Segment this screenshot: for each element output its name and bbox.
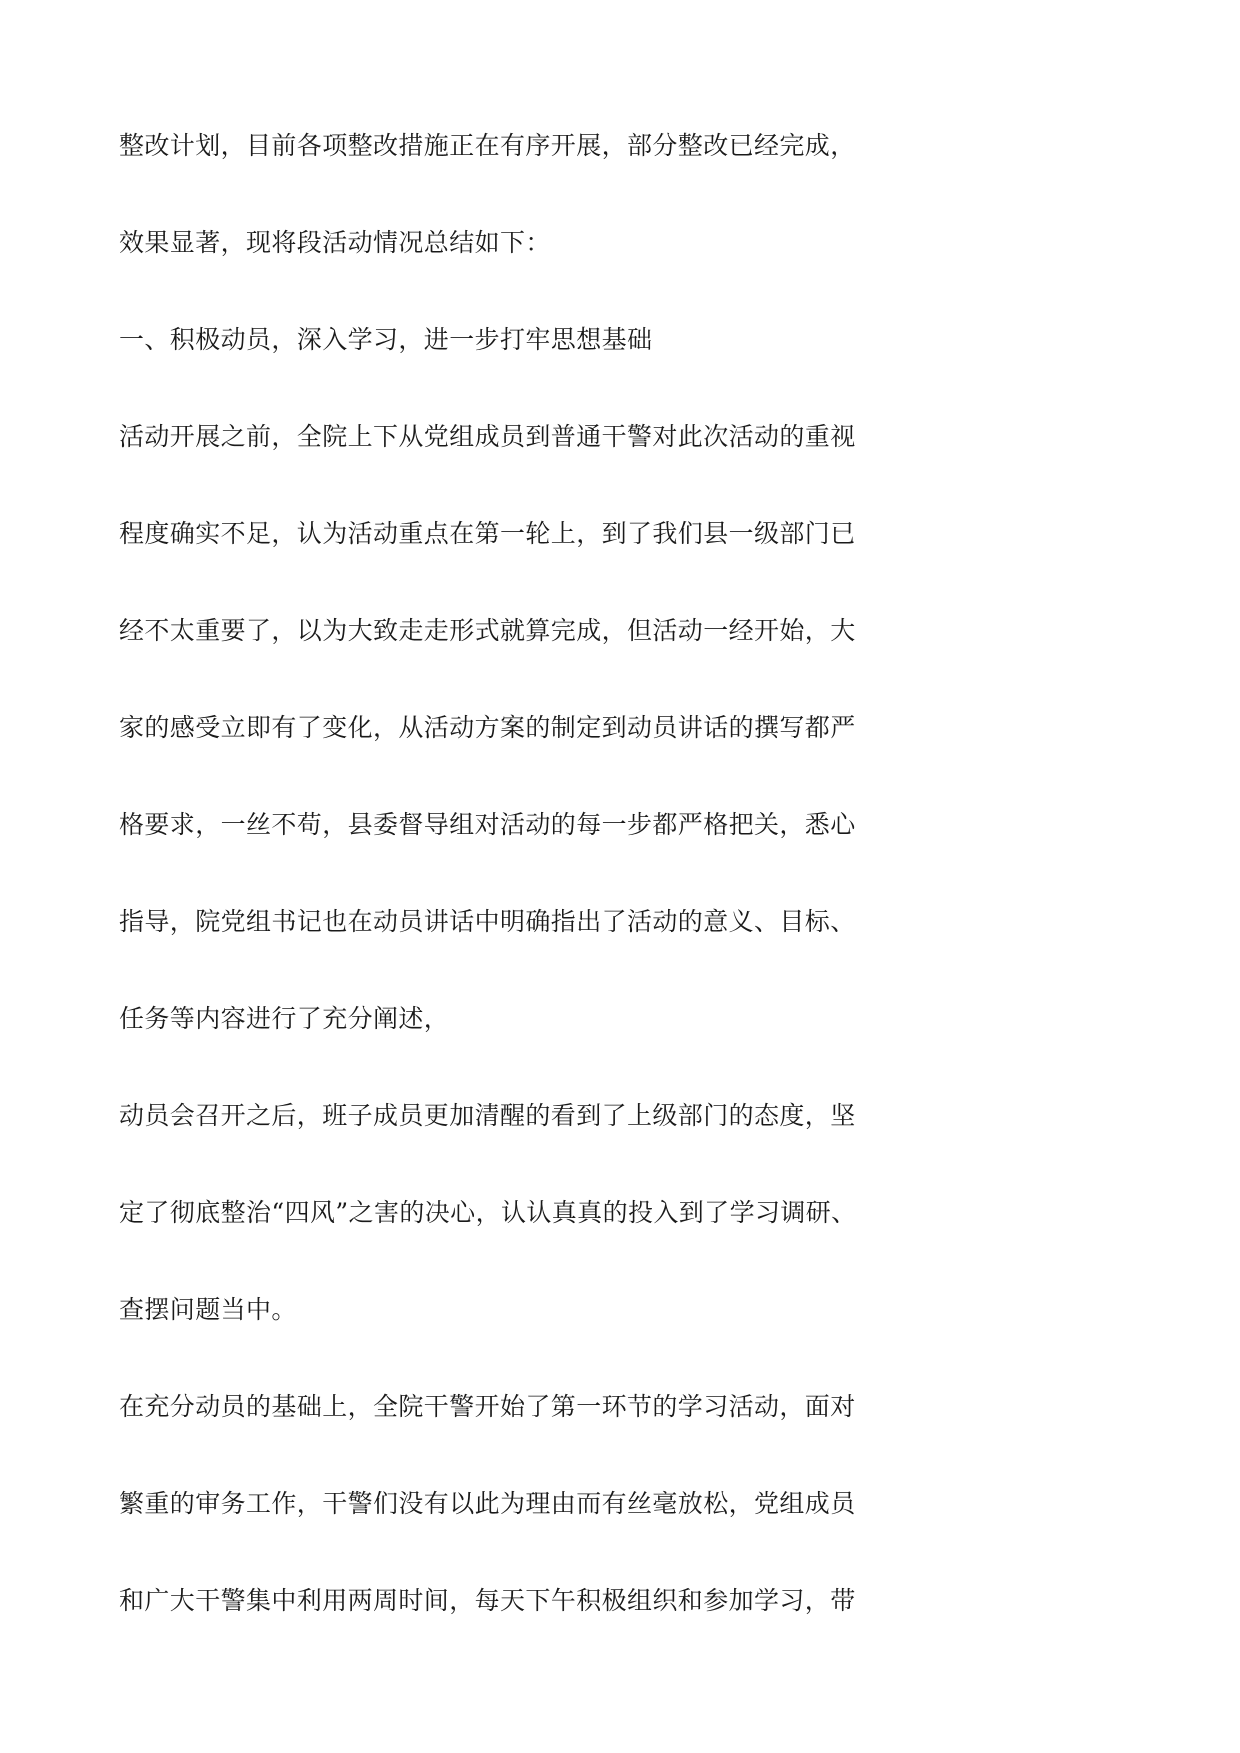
text-line: 繁重的审务工作，干警们没有以此为理由而有丝毫放松，党组成员 bbox=[119, 1489, 856, 1518]
section-heading: 一、积极动员，深入学习，进一步打牢思想基础 bbox=[119, 325, 653, 354]
text-line: 任务等内容进行了充分阐述， bbox=[119, 1004, 450, 1033]
text-line: 整改计划，目前各项整改措施正在有序开展，部分整改已经完成， bbox=[119, 131, 856, 160]
text-line: 和广大干警集中利用两周时间，每天下午积极组织和参加学习，带 bbox=[119, 1586, 856, 1615]
text-line: 查摆问题当中。 bbox=[119, 1295, 297, 1324]
text-line: 效果显著，现将段活动情况总结如下： bbox=[119, 228, 551, 257]
text-line: 动员会召开之后，班子成员更加清醒的看到了上级部门的态度，坚 bbox=[119, 1101, 856, 1130]
text-line: 家的感受立即有了变化，从活动方案的制定到动员讲话的撰写都严 bbox=[119, 713, 856, 742]
text-line: 格要求，一丝不苟，县委督导组对活动的每一步都严格把关，悉心 bbox=[119, 810, 856, 839]
text-line: 活动开展之前，全院上下从党组成员到普通干警对此次活动的重视 bbox=[119, 422, 856, 451]
text-line: 经不太重要了，以为大致走走形式就算完成，但活动一经开始，大 bbox=[119, 616, 856, 645]
text-line: 在充分动员的基础上，全院干警开始了第一环节的学习活动，面对 bbox=[119, 1392, 856, 1421]
text-line: 指导，院党组书记也在动员讲话中明确指出了活动的意义、目标、 bbox=[119, 907, 856, 936]
text-line: 程度确实不足，认为活动重点在第一轮上，到了我们县一级部门已 bbox=[119, 519, 856, 548]
text-line: 定了彻底整治“四风”之害的决心，认认真真的投入到了学习调研、 bbox=[119, 1198, 857, 1227]
